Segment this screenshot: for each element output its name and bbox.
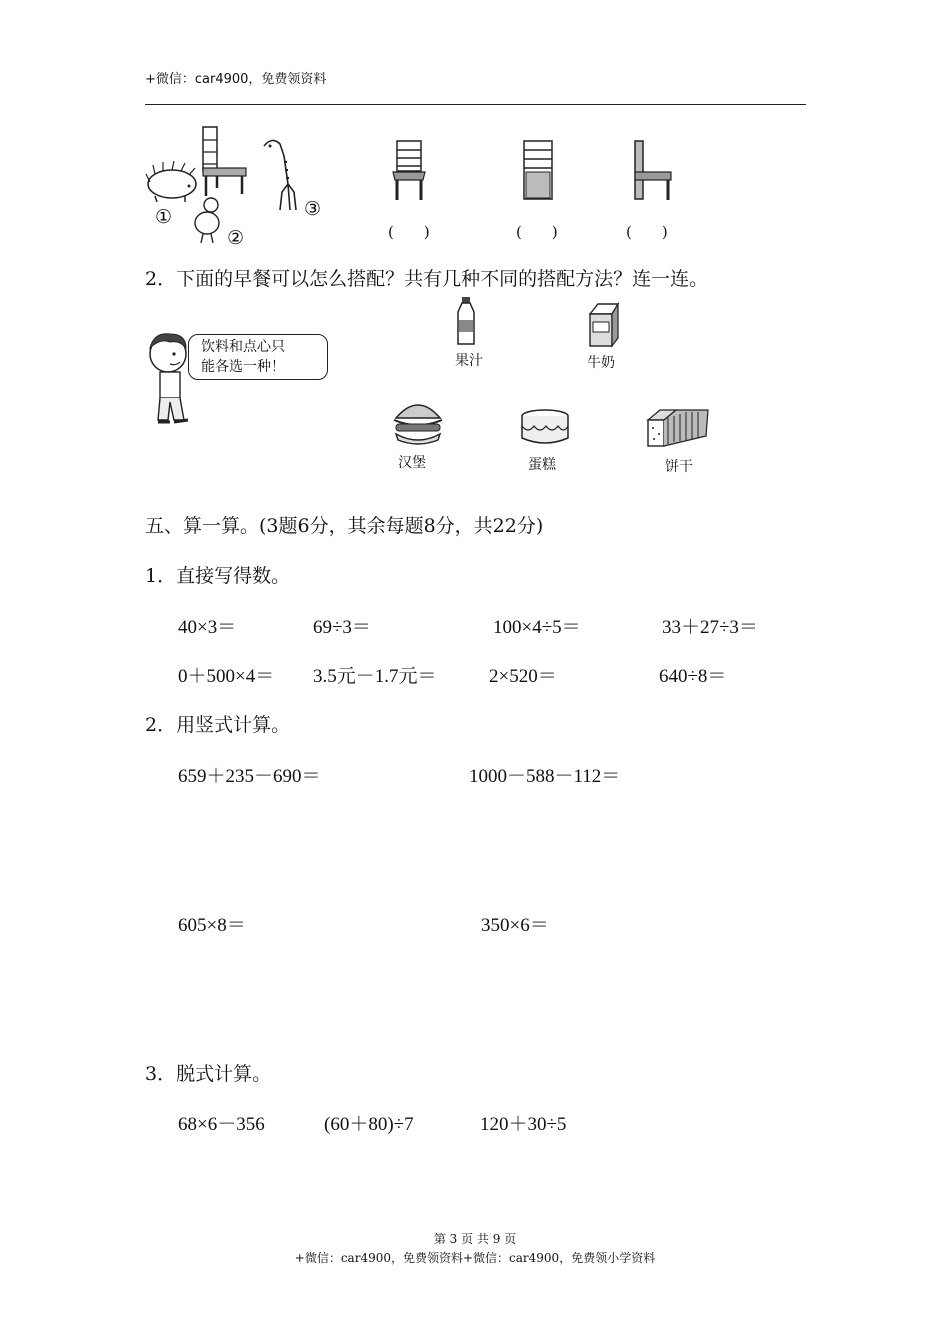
food-biscuit-label: 饼干	[665, 459, 693, 475]
drink-juice-label: 果汁	[455, 353, 483, 369]
giraffe-illustration	[258, 134, 303, 214]
mental-row2-item3: 2×520＝	[489, 666, 557, 687]
mental-row1-item2: 69÷3＝	[313, 617, 371, 638]
vertical-calc-4: 350×6＝	[481, 915, 549, 936]
speech-line-1: 饮料和点心只	[201, 339, 285, 355]
label-one: ①	[155, 206, 173, 228]
page-number: 第 3 页 共 9 页	[433, 1232, 517, 1246]
speech-bubble	[188, 334, 328, 380]
part2-title: 2．用竖式计算。	[145, 714, 291, 736]
chair-view-back	[522, 140, 554, 202]
answer-blank-side[interactable]: ( )	[626, 223, 668, 241]
mental-row1-item4: 33＋27÷3＝	[662, 617, 758, 638]
mental-row2-item2: 3.5元－1.7元＝	[313, 666, 437, 687]
footer-watermark: +微信：car4900，免费领资料+微信：car4900，免费领小学资料	[294, 1251, 656, 1265]
drink-milk-label: 牛奶	[587, 355, 615, 371]
chick-illustration	[193, 195, 225, 245]
hamburger-icon	[392, 396, 444, 446]
food-hamburger-label: 汉堡	[398, 455, 426, 471]
mental-row2-item4: 640÷8＝	[659, 666, 727, 687]
answer-blank-back[interactable]: ( )	[516, 223, 558, 241]
biscuit-icon	[646, 406, 714, 448]
stepwise-calc-2: (60＋80)÷7	[324, 1114, 414, 1135]
stepwise-calc-1: 68×6－356	[178, 1114, 265, 1135]
mental-row1-item1: 40×3＝	[178, 617, 237, 638]
chair-side-illustration	[200, 126, 250, 198]
stepwise-calc-3: 120＋30÷5	[480, 1114, 567, 1135]
speech-line-2: 能各选一种！	[201, 359, 285, 375]
vertical-calc-1: 659＋235－690＝	[178, 766, 321, 787]
answer-blank-front[interactable]: ( )	[388, 223, 430, 241]
chair-view-front	[392, 140, 426, 202]
label-two: ②	[227, 227, 245, 249]
milk-carton-icon	[586, 302, 622, 348]
header-watermark: +微信：car4900，免费领资料	[145, 72, 327, 87]
chair-view-side	[633, 140, 673, 202]
mental-row2-item1: 0＋500×4＝	[178, 666, 275, 687]
mental-row1-item3: 100×4÷5＝	[493, 617, 581, 638]
cake-icon	[520, 408, 570, 448]
food-cake-label: 蛋糕	[528, 457, 556, 473]
vertical-calc-3: 605×8＝	[178, 915, 246, 936]
q2-title: 2．下面的早餐可以怎么搭配？共有几种不同的搭配方法？连一连。	[145, 268, 709, 290]
section5-title: 五、算一算。(3题6分，其余每题8分，共22分)	[145, 515, 544, 537]
header-rule	[145, 104, 806, 105]
juice-bottle-icon	[456, 296, 476, 346]
part1-title: 1．直接写得数。	[145, 565, 291, 587]
label-three: ③	[304, 198, 322, 220]
vertical-calc-2: 1000－588－112＝	[469, 766, 621, 787]
hedgehog-illustration	[145, 160, 200, 205]
part3-title: 3．脱式计算。	[145, 1063, 272, 1085]
